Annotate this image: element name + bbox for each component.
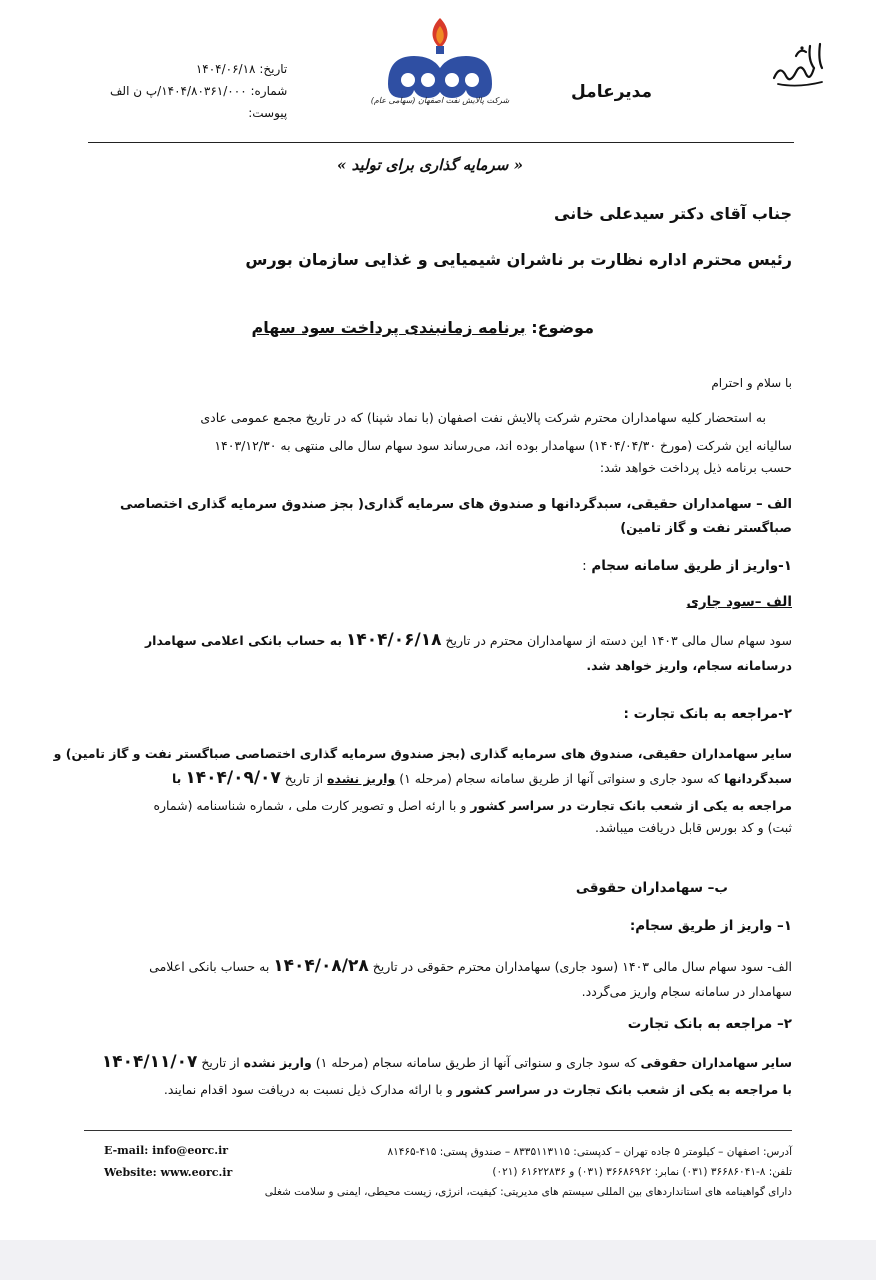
intro-line-1: به استحضار کلیه سهامداران محترم شرکت پالایش نفت اصفهان (با نماد شپنا) که در تاریخ مجمع عمومی عادی — [200, 410, 766, 425]
section-a-item1-text-end: به حساب بانکی اعلامی سهامدار — [144, 633, 343, 648]
section-b-item1-text-start: الف- سود سهام سال مالی ۱۴۰۳ (سود جاری) سهامداران محترم حقوقی در تاریخ — [372, 959, 792, 974]
date-value: ۱۴۰۴/۰۶/۱۸ — [195, 62, 256, 76]
footer-website: Website: www.eorc.ir — [104, 1166, 233, 1179]
attachment-row — [110, 102, 287, 124]
section-b-item1-title: ۱– واریز از طریق سجام: — [629, 918, 792, 934]
section-a-title-1: الف – سهامداران حقیقی، سبدگردانها و صندوق های سرمایه گذاری( بجز صندوق سرمایه گذاری اختصاصی — [119, 497, 792, 512]
section-b-item2-documents: و با ارائه مدارک ذیل نسبت به دریافت سود اقدام نمایند. — [163, 1082, 453, 1097]
footer-certifications: دارای گواهینامه های استانداردهای بین المللی سیستم های مدیریتی: کیفیت، انرژی، زیست محیطی، ایمنی و سلامت شغلی — [264, 1186, 792, 1198]
bank-branch-instruction: مراجعه به یکی از شعب بانک تجارت در سراسر کشور — [470, 798, 792, 813]
number-label: شماره: — [250, 84, 288, 98]
section-a-sub-title — [686, 594, 792, 610]
section-a-item1-title-text: ۱-واریز از طریق سامانه سجام — [591, 558, 792, 574]
section-a-item2-date: ۱۴۰۴/۰۹/۰۷ — [185, 768, 281, 788]
section-a-item2-line-2 — [172, 768, 792, 789]
section-a-item1-title — [582, 558, 792, 574]
section-a-item2-title: ۲-مراجعه به بانک تجارت : — [623, 706, 792, 722]
section-a-item2-line-3 — [153, 796, 792, 816]
current-profit-heading: الف –سود جاری — [686, 594, 792, 610]
section-a-item2-documents: و با ارئه اصل و تصویر کارت ملی ، شماره شناسنامه (شماره — [153, 798, 467, 813]
section-a-title-2: صباگستر نفت و گاز تامین) — [620, 521, 792, 536]
section-b-from-date-label: از تاریخ — [201, 1055, 240, 1070]
section-b-item2-date: ۱۴۰۴/۱۱/۰۷ — [101, 1052, 198, 1072]
greeting: با سلام و احترام — [711, 376, 792, 390]
section-a-item1-colon: : — [582, 558, 587, 574]
section-a-item1-date: ۱۴۰۴/۰۶/۱۸ — [346, 630, 442, 650]
attachment-label: پیوست: — [248, 106, 288, 120]
header-divider — [88, 142, 794, 143]
section-b-item1-line-2: سهامدار در سامانه سجام واریز می‌گردد. — [581, 984, 792, 999]
legal-shareholders-label: سایر سهامداران حقوقی — [640, 1055, 792, 1070]
section-b-item2-line-2 — [164, 1080, 792, 1100]
footer-address: آدرس: اصفهان – کیلومتر ۵ جاده تهران – کدپستی: ۸۳۳۵۱۱۳۱۱۵ – صندوق پستی: ۴۱۵-۸۱۴۶۵ — [387, 1146, 792, 1158]
footer-email: E-mail: info@eorc.ir — [104, 1144, 229, 1157]
section-a-item2-line-4: ثبت) و کد بورس قابل دریافت میباشد. — [595, 820, 792, 835]
section-b-item1-text-end: به حساب بانکی اعلامی — [149, 959, 270, 974]
from-date-label: از تاریخ — [284, 771, 324, 786]
date-label: تاریخ: — [259, 62, 288, 76]
section-b-item1-line-1 — [149, 956, 792, 977]
section-b-item1-date: ۱۴۰۴/۰۸/۲۸ — [273, 956, 369, 976]
section-b-item2-title: ۲– مراجعه به بانک تجارت — [627, 1016, 792, 1032]
letter-meta — [110, 58, 287, 124]
brokers-label: سبدگردانها — [724, 771, 792, 786]
section-b-item2-line-1 — [102, 1052, 792, 1073]
section-a-item2-line-1: سایر سهامداران حقیقی، صندوق های سرمایه گذاری (بجز صندوق سرمایه گذاری اختصاصی صباگستر نفت و گاز تامین) و — [53, 746, 792, 761]
subject-label: موضوع: — [531, 318, 594, 337]
addressee-name: جناب آقای دکتر سیدعلی خانی — [554, 204, 792, 223]
slogan: « سرمایه گذاری برای تولید » — [337, 156, 523, 174]
section-a-item2-mid: که سود جاری و سنواتی آنها از طریق سامانه سجام (مرحله ۱) — [399, 771, 721, 786]
section-a-item1-text-start: سود سهام سال مالی ۱۴۰۳ این دسته از سهامداران محترم در تاریخ — [445, 633, 792, 648]
footer-divider — [84, 1130, 792, 1131]
section-a-item1-line-1 — [145, 630, 792, 651]
intro-line-2: سالیانه این شرکت (مورخ ۱۴۰۴/۰۴/۳۰) سهامدار بوده اند، می‌رساند سود سهام سال مالی منتهی به ۱۴۰۳/۱۲/۳۰ — [214, 438, 792, 453]
date-row — [110, 58, 287, 80]
section-b-bank-branch-instruction: با مراجعه به یکی از شعب بانک تجارت در سراسر کشور — [456, 1082, 792, 1097]
bismillah-calligraphy — [766, 38, 836, 90]
subject-text: برنامه زمانبندی پرداخت سود سهام — [251, 318, 526, 337]
ceo-title: مدیرعامل — [571, 82, 652, 102]
number-value: ۱۴۰۴/۸۰۳۶۱/۰۰۰/پ ن الف — [110, 84, 247, 98]
section-b-not-paid-label: واریز نشده — [243, 1055, 312, 1070]
section-a-item1-line-2: درسامانه سجام، واریز خواهد شد. — [586, 658, 792, 673]
intro-line-3: حسب برنامه ذیل پرداخت خواهد شد: — [599, 460, 792, 475]
section-b-title: ب– سهامداران حقوقی — [575, 880, 728, 896]
footer-phones: تلفن: ۸-۳۶۶۸۶۰۴۱ (۰۳۱) نمابر: ۳۶۶۸۶۹۶۲ (۰۳۱) و ۶۱۶۲۲۸۳۶ (۰۲۱) — [492, 1166, 792, 1178]
section-b-item2-mid: که سود جاری و سنواتی آنها از طریق سامانه سجام (مرحله ۱) — [315, 1055, 637, 1070]
logo-caption: شرکت پالایش نفت اصفهان (سهامی عام) — [370, 96, 510, 105]
bottom-strip — [0, 1240, 876, 1280]
number-row — [110, 80, 287, 102]
addressee-title: رئیس محترم اداره نظارت بر ناشران شیمیایی و غذایی سازمان بورس — [245, 250, 792, 269]
with-label: با — [171, 771, 182, 786]
subject-line — [252, 318, 594, 337]
not-paid-label: واریز نشده — [327, 771, 396, 786]
